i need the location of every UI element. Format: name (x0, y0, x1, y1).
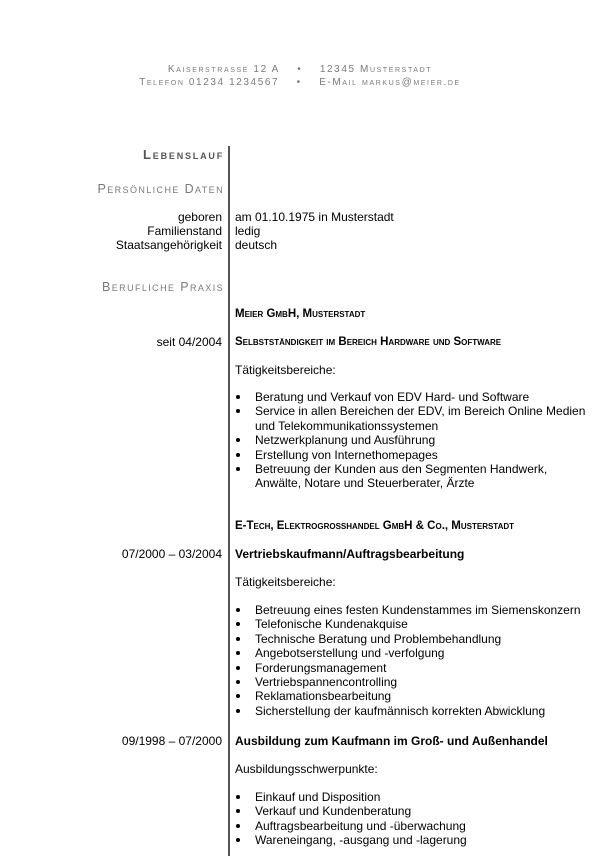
job-period: seit 04/2004 (156, 335, 222, 349)
personal-heading: Persönliche Daten (97, 182, 224, 196)
city: 12345 Musterstadt (319, 64, 433, 75)
list-item: Vertriebspannencontrolling (235, 675, 595, 689)
areas-label: Tätigkeitsbereiche: (235, 575, 336, 589)
list-item: Service in allen Bereichen der EDV, im Bereich Online Medien und Telekommunikationssystemen (235, 404, 595, 433)
list-item: Reklamationsbearbeitung (235, 689, 595, 703)
task-list (235, 603, 595, 718)
task-list (235, 790, 595, 848)
job-period: 07/2000 – 03/2004 (121, 547, 222, 561)
job-title: Selbstständigkeit im Bereich Hardware und Software (235, 336, 502, 348)
cv-title: Lebenslauf (143, 147, 224, 162)
experience-heading: Berufliche Praxis (102, 280, 224, 294)
separator-dot: • (296, 77, 302, 88)
email[interactable]: E-Mail markus@meier.de (319, 77, 461, 88)
task-list (235, 390, 595, 491)
value-family-status: ledig (235, 224, 261, 238)
label-nationality: Staatsangehörigkeit (115, 238, 222, 252)
list-item: Auftragsbearbeitung und -überwachung (235, 819, 595, 833)
job-period: 09/1998 – 07/2000 (121, 734, 222, 748)
company-name: Meier GmbH, Musterstadt (235, 308, 366, 320)
address-line (0, 63, 600, 76)
list-item: Beratung und Verkauf von EDV Hard- und Software (235, 390, 595, 404)
areas-label: Ausbildungsschwerpunkte: (235, 762, 378, 776)
address-header (0, 63, 600, 89)
list-item: Angebotserstellung und -verfolgung (235, 646, 595, 660)
phone: Telefon 01234 1234567 (139, 77, 280, 88)
contact-line (0, 76, 600, 89)
value-born: am 01.10.1975 in Musterstadt (235, 210, 394, 224)
label-family-status: Familienstand (147, 224, 222, 238)
job-title: Vertriebskaufmann/Auftragsbearbeitung (235, 547, 465, 561)
list-item: Technische Beratung und Problembehandlung (235, 632, 595, 646)
list-item: Wareneingang, -ausgang und -lagerung (235, 833, 595, 847)
job-title: Ausbildung zum Kaufmann im Groß- und Außenhandel (235, 734, 548, 748)
list-item: Erstellung von Internethomepages (235, 448, 595, 462)
value-nationality: deutsch (235, 238, 278, 252)
separator-dot: • (297, 64, 303, 75)
street: Kaiserstrasse 12 A (167, 64, 280, 75)
vertical-divider (228, 146, 230, 856)
list-item: Betreuung eines festen Kundenstammes im Siemenskonzern (235, 603, 595, 617)
list-item: Sicherstellung der kaufmännisch korrekten Abwicklung (235, 704, 595, 718)
list-item: Betreuung der Kunden aus den Segmenten Handwerk, Anwälte, Notare und Steuerberater, Ärzte (235, 462, 595, 491)
list-item: Netzwerkplanung und Ausführung (235, 433, 595, 447)
label-born: geboren (177, 210, 222, 224)
list-item: Einkauf und Disposition (235, 790, 595, 804)
list-item: Verkauf und Kundenberatung (235, 804, 595, 818)
list-item: Telefonische Kundenakquise (235, 617, 595, 631)
list-item: Forderungsmanagement (235, 661, 595, 675)
company-name: E-Tech, Elektrogrosshandel GmbH & Co., Musterstadt (235, 520, 515, 532)
areas-label: Tätigkeitsbereiche: (235, 363, 336, 377)
